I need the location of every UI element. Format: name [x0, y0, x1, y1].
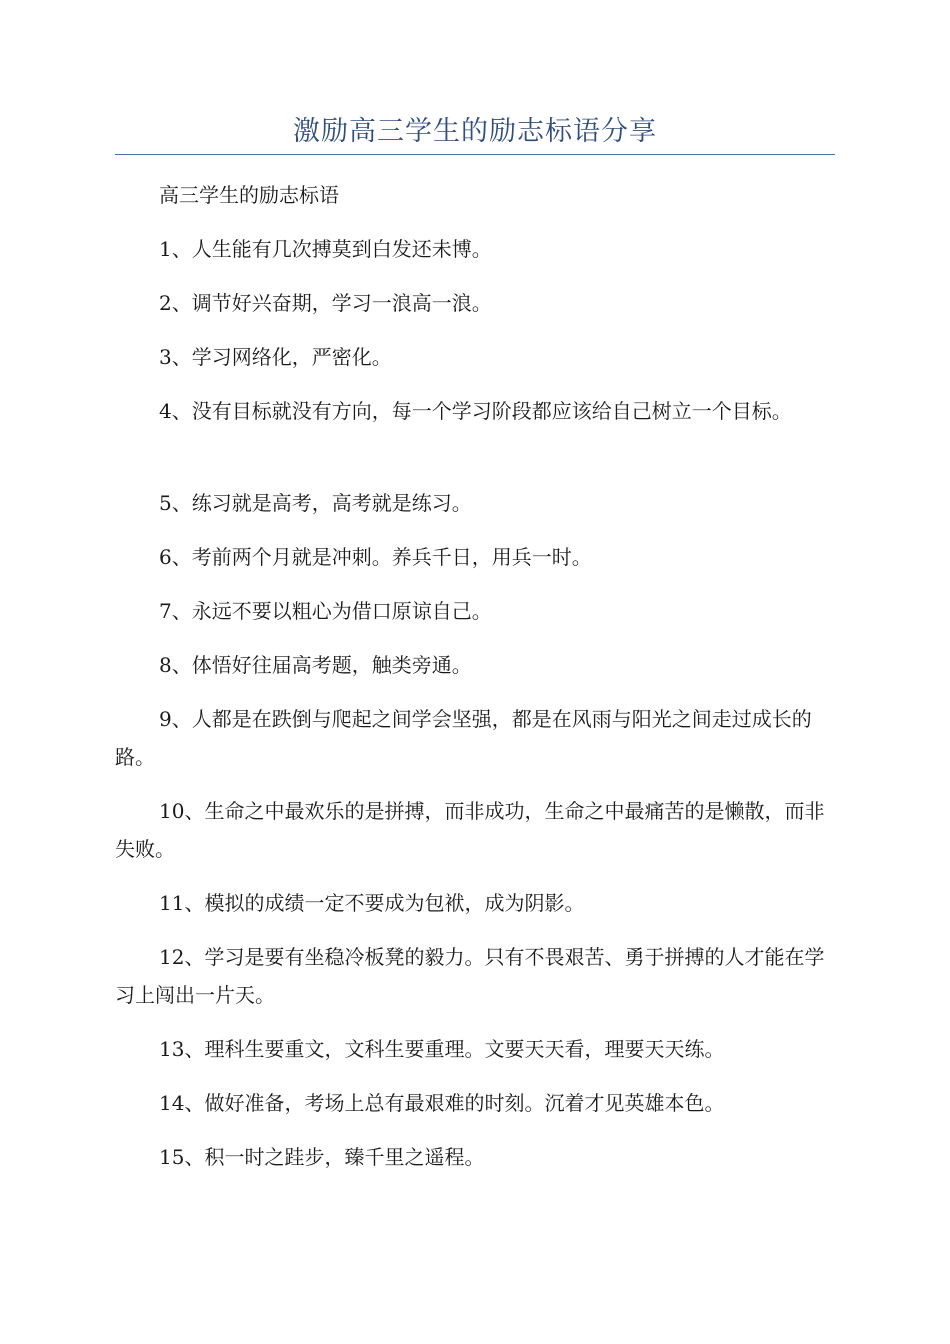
- list-item: 8、体悟好往届高考题，触类旁通。: [159, 653, 472, 677]
- list-item: 5、练习就是高考，高考就是练习。: [159, 491, 472, 515]
- list-item: 10、生命之中最欢乐的是拼搏，而非成功，生命之中最痛苦的是懒散，而非失败。: [115, 799, 825, 861]
- list-item: 1、人生能有几次搏莫到白发还未博。: [159, 237, 492, 261]
- document-title: 激励高三学生的励志标语分享: [293, 116, 657, 147]
- list-item: 6、考前两个月就是冲刺。养兵千日，用兵一时。: [159, 545, 592, 569]
- list-item: 14、做好准备，考场上总有最艰难的时刻。沉着才见英雄本色。: [159, 1091, 725, 1115]
- list-item: 4、没有目标就没有方向，每一个学习阶段都应该给自己树立一个目标。: [159, 399, 792, 423]
- list-item: 9、人都是在跌倒与爬起之间学会坚强，都是在风雨与阳光之间走过成长的路。: [115, 707, 812, 769]
- list-item: 7、永远不要以粗心为借口原谅自己。: [159, 599, 492, 623]
- list-item: 3、学习网络化，严密化。: [159, 345, 392, 369]
- list-item: 15、积一时之跬步，臻千里之遥程。: [159, 1145, 485, 1169]
- list-item: 13、理科生要重文，文科生要重理。文要天天看，理要天天练。: [159, 1037, 725, 1061]
- subheading: 高三学生的励志标语: [159, 183, 339, 207]
- list-item: 11、模拟的成绩一定不要成为包袱，成为阴影。: [159, 891, 585, 915]
- title-underline: [115, 154, 835, 155]
- list-item: 2、调节好兴奋期，学习一浪高一浪。: [159, 291, 492, 315]
- list-item: 12、学习是要有坐稳冷板凳的毅力。只有不畏艰苦、勇于拼搏的人才能在学习上闯出一片天。: [115, 945, 825, 1007]
